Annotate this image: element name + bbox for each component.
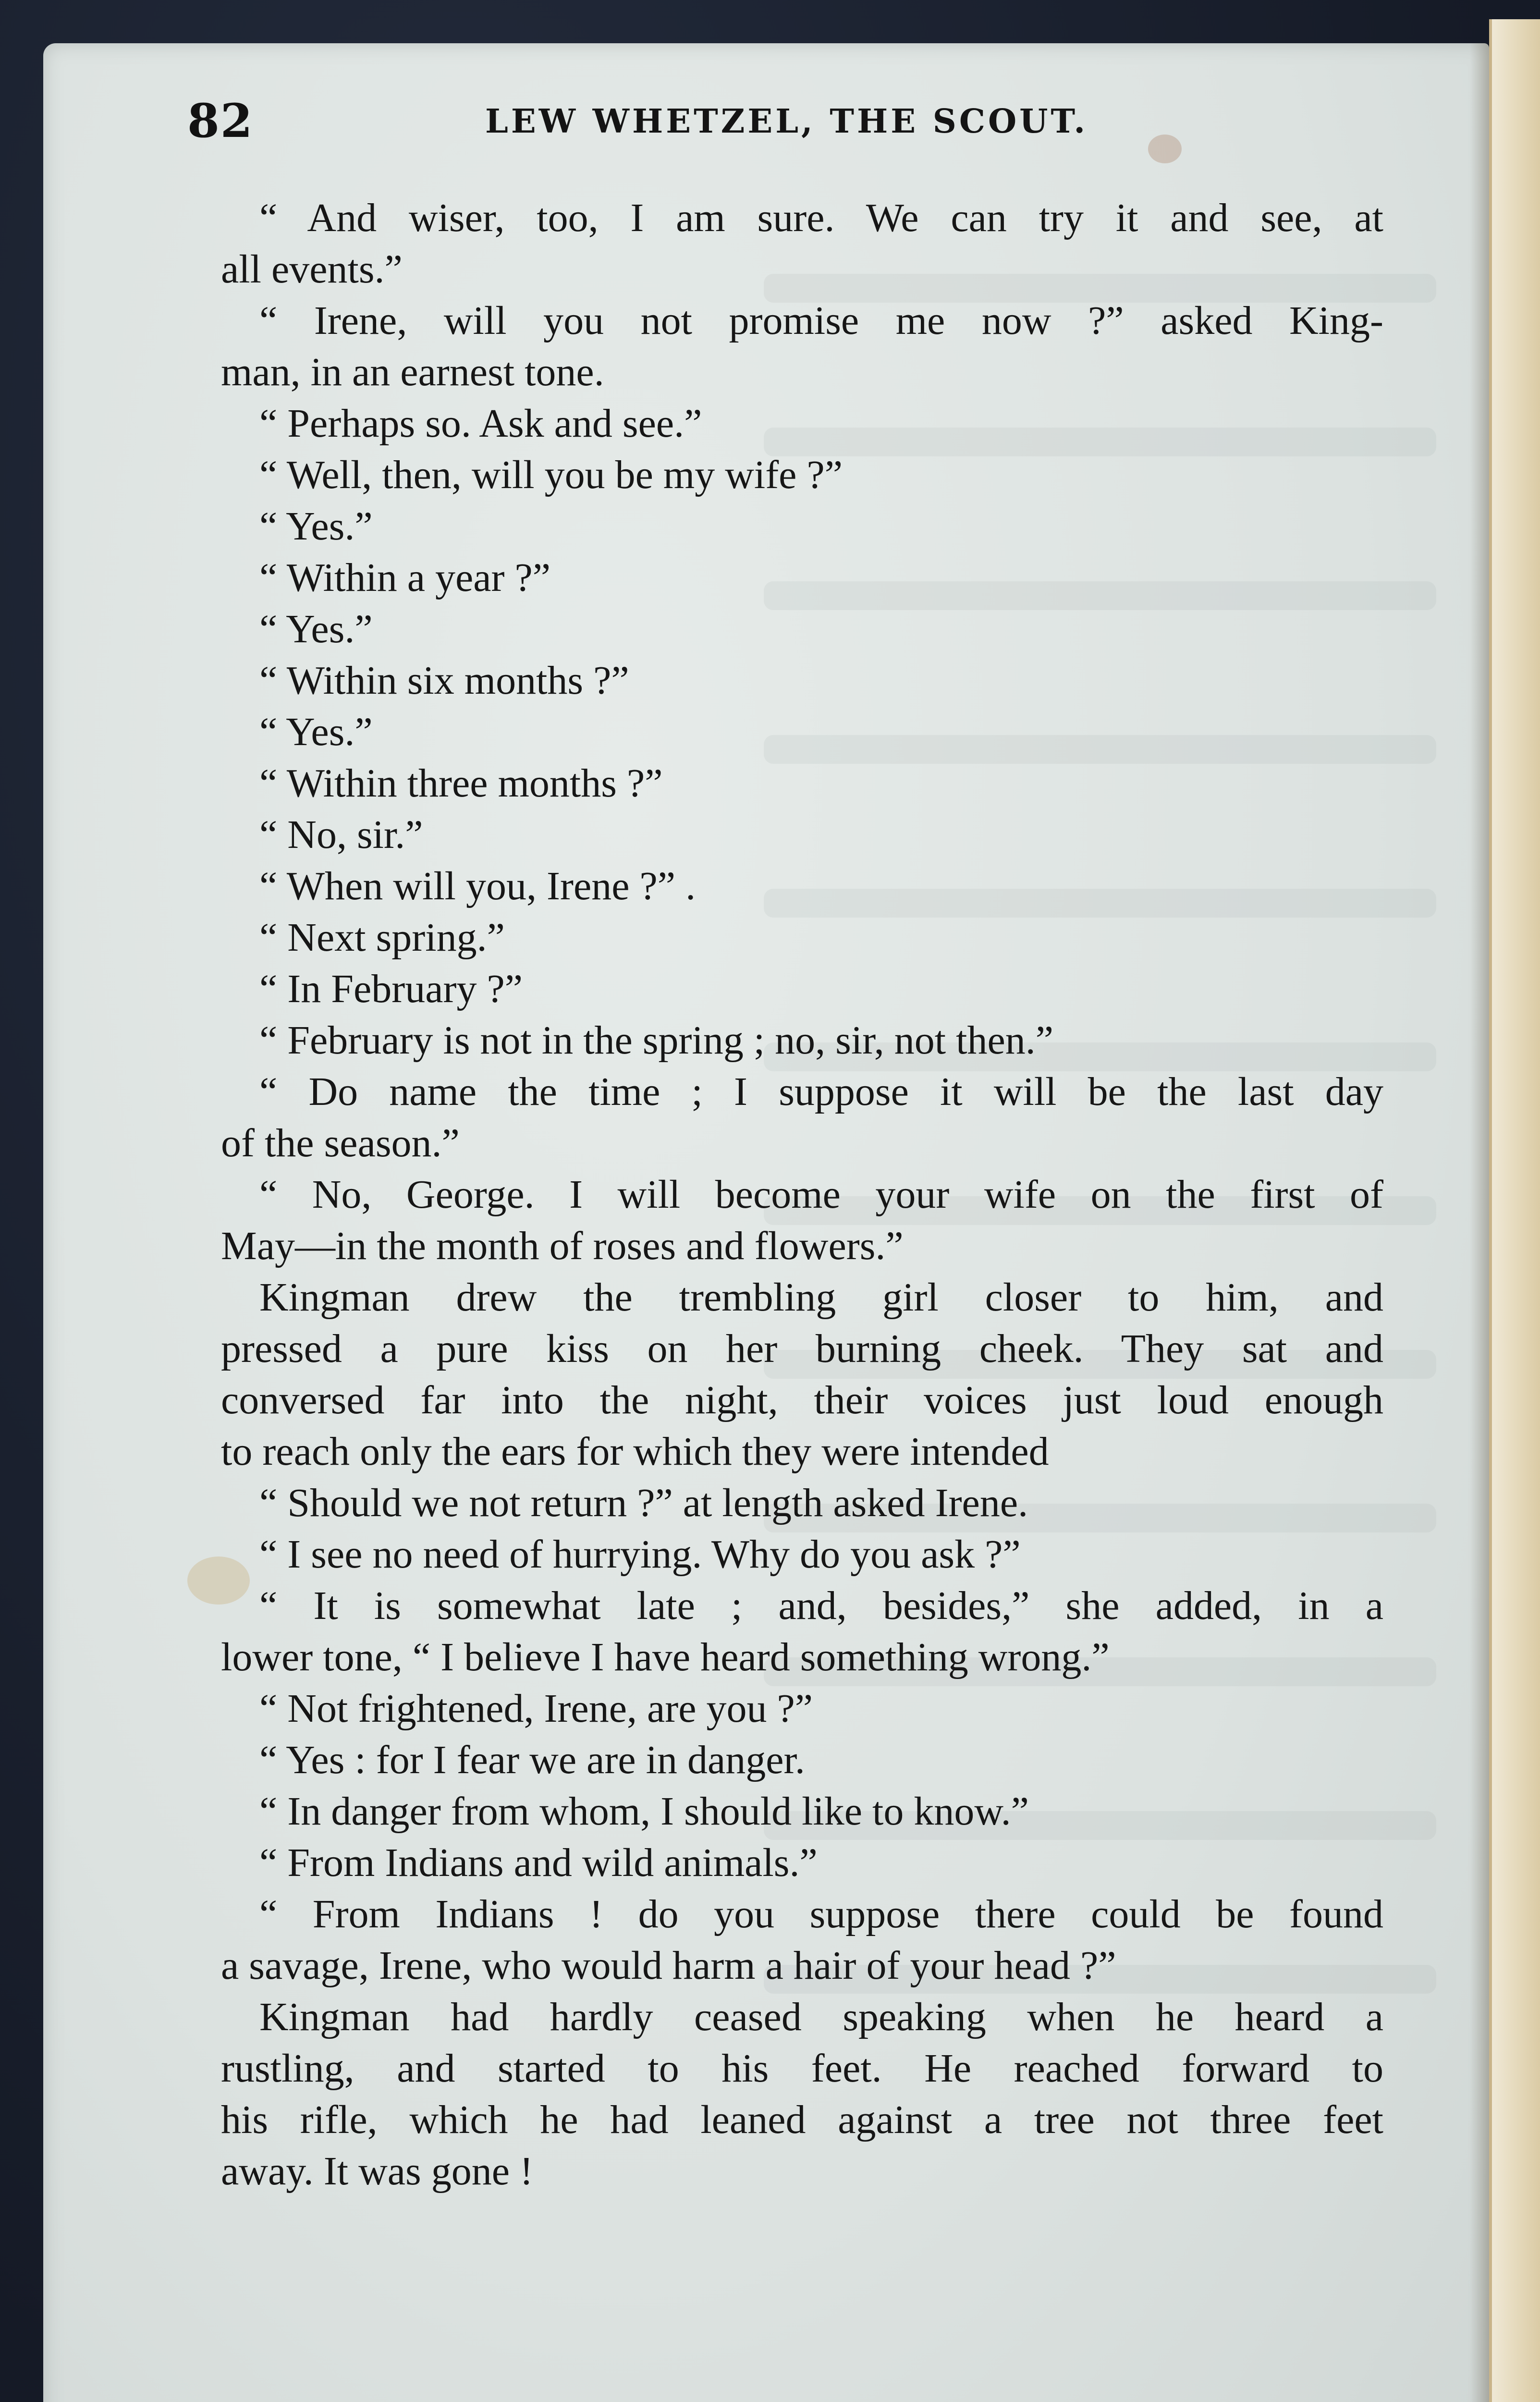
text-line: “ Not frightened, Irene, are you ?” (259, 1686, 813, 1731)
page-gutter-shadow (1470, 43, 1489, 2402)
text-line: rustling, and started to his feet. He reached forward to (221, 2046, 1383, 2091)
text-line: “ From Indians and wild animals.” (259, 1840, 818, 1885)
text-line: “ February is not in the spring ; no, sir, not then.” (259, 1018, 1054, 1063)
text-line: a savage, Irene, who would harm a hair of your head ?” (221, 1943, 1116, 1988)
text-line: “ And wiser, too, I am sure. We can try it and see, at (259, 196, 1383, 240)
text-line: “ Next spring.” (259, 915, 505, 960)
text-line: away. It was gone ! (221, 2149, 533, 2194)
running-head: LEW WHETZEL, THE SCOUT. (485, 102, 1088, 141)
text-line: “ Yes.” (259, 607, 373, 651)
text-line: Kingman drew the trembling girl closer to him, and (259, 1275, 1383, 1320)
text-line: all events.” (221, 247, 403, 292)
text-line: “ In danger from whom, I should like to know.” (259, 1789, 1029, 1834)
text-line: “ From Indians ! do you suppose there could be found (259, 1892, 1383, 1936)
text-line: “ Irene, will you not promise me now ?” asked King- (259, 298, 1383, 343)
text-line: Kingman had hardly ceased speaking when he heard a (259, 1995, 1383, 2039)
text-line: “ I see no need of hurrying. Why do you ask ?” (259, 1532, 1021, 1577)
text-line: “ Yes.” (259, 710, 373, 754)
text-line: “ In February ?” (259, 967, 523, 1011)
text-line: “ Do name the time ; I suppose it will be the last day (259, 1069, 1383, 1114)
text-line: “ Within six months ?” (259, 658, 629, 703)
text-line: man, in an earnest tone. (221, 350, 604, 394)
text-line: to reach only the ears for which they were intended (221, 1429, 1049, 1474)
text-line: lower tone, “ I believe I have heard something wrong.” (221, 1635, 1110, 1679)
page-number: 82 (187, 94, 254, 148)
text-line: “ Within three months ?” (259, 761, 663, 806)
text-line: “ No, sir.” (259, 812, 423, 857)
text-line: “ Within a year ?” (259, 555, 551, 600)
text-line: his rifle, which he had leaned against a tree not three feet (221, 2097, 1383, 2142)
text-line: “ Yes : for I fear we are in danger. (259, 1738, 805, 1782)
text-line: “ Yes.” (259, 504, 373, 549)
text-line: “ No, George. I will become your wife on the first of (259, 1172, 1383, 1217)
text-line: pressed a pure kiss on her burning cheek. They sat and (221, 1326, 1383, 1371)
text-line: conversed far into the night, their voices just loud enough (221, 1378, 1383, 1422)
text-line: of the season.” (221, 1121, 460, 1165)
page-header (187, 94, 1417, 161)
text-line: “ When will you, Irene ?” . (259, 864, 696, 908)
text-line: May—in the month of roses and flowers.” (221, 1224, 904, 1268)
text-line: “ Well, then, will you be my wife ?” (259, 453, 843, 497)
text-line: “ It is somewhat late ; and, besides,” she added, in a (259, 1583, 1383, 1628)
text-line: “ Perhaps so. Ask and see.” (259, 401, 702, 446)
next-page-edge (1489, 19, 1540, 2402)
body-text (221, 192, 1383, 2197)
text-line: “ Should we not return ?” at length asked Irene. (259, 1481, 1028, 1525)
